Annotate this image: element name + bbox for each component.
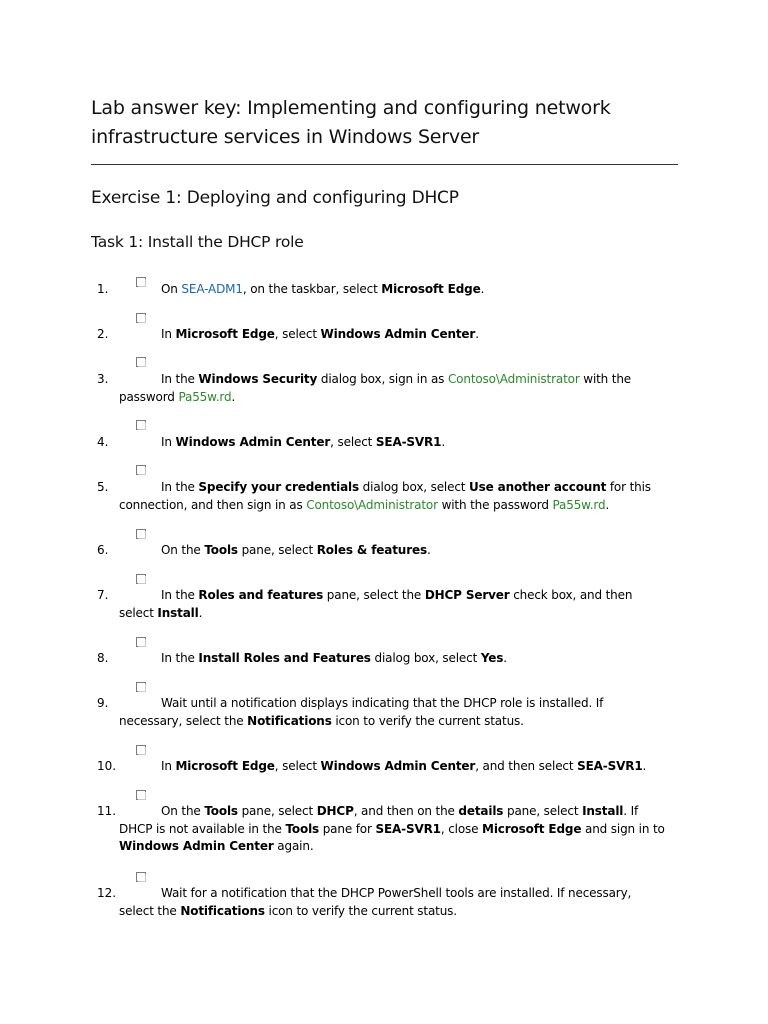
step-number: 3. — [97, 372, 109, 386]
step-text-segment: . — [605, 497, 610, 512]
step-number: 4. — [97, 435, 109, 449]
step-text-segment: , select — [330, 435, 376, 449]
step-text-segment: . — [480, 282, 485, 296]
step-number: 5. — [97, 480, 109, 494]
step-checkbox[interactable] — [136, 529, 146, 539]
ui-element-name: Install — [582, 804, 624, 818]
ui-element-name: SEA-SVR1 — [577, 759, 643, 773]
ui-element-name: Notifications — [180, 903, 265, 918]
step-text-segment: dialog box, select — [359, 480, 470, 494]
step-text — [119, 695, 667, 730]
step-text-segment: In — [161, 759, 176, 773]
step-text-segment: . — [198, 605, 203, 620]
ui-element-name: DHCP Server — [424, 588, 510, 602]
document-title: Lab answer key: Implementing and configuring network infrastructure services in Windows Server — [91, 97, 611, 148]
step-text — [119, 542, 667, 560]
step-checkbox[interactable] — [136, 420, 146, 430]
step-checkbox[interactable] — [136, 313, 146, 323]
ui-element-name: Tools — [204, 543, 238, 557]
step-text-segment: . — [426, 543, 431, 557]
step-text-segment: with the password — [437, 497, 553, 512]
ui-element-name: Microsoft Edge — [482, 821, 582, 836]
ui-element-name: Roles and features — [198, 588, 324, 602]
step-text — [119, 326, 667, 344]
step-text-segment: . — [475, 327, 479, 341]
step-checkbox[interactable] — [136, 872, 146, 882]
step-checkbox[interactable] — [136, 637, 146, 647]
step-text-segment: , select — [274, 327, 321, 341]
ui-element-name: Tools — [204, 804, 238, 818]
step-text-segment: pane for — [319, 821, 376, 836]
step-text-segment: dialog box, select — [370, 651, 481, 665]
step-text — [119, 885, 667, 920]
ui-element-name: Windows Admin Center — [320, 759, 476, 773]
ui-element-name: Microsoft Edge — [175, 327, 275, 341]
ui-element-name: Microsoft Edge — [175, 759, 275, 773]
step-text-segment: pane, select the — [323, 588, 425, 602]
step-text-segment: with the password — [119, 372, 632, 404]
step-text-segment: Wait for a notification that the DHCP PowerShell tools are installed. If necessary, select the — [119, 886, 632, 918]
step-text-segment: . If DHCP is not available in the — [119, 804, 639, 836]
step-text-segment: check box, and then select — [119, 588, 633, 620]
step-text-segment: In the — [161, 480, 199, 494]
step-text-segment: On — [161, 282, 182, 296]
step-text-segment: . — [441, 435, 446, 449]
step-text — [119, 434, 667, 452]
ui-element-name: Microsoft Edge — [381, 282, 481, 296]
step-text-segment: , on the taskbar, select — [242, 282, 382, 296]
step-number: 10. — [97, 759, 117, 773]
credential-text: Contoso\Administrator — [306, 497, 438, 512]
step-text-segment: Wait until a notification displays indicating that the DHCP role is installed. If necessary, select the — [119, 696, 604, 728]
step-text-segment: On the — [161, 804, 205, 818]
ui-element-name: Install — [157, 605, 199, 620]
step-text-segment: , and then on the — [353, 804, 459, 818]
credential-text: Pa55w.rd — [552, 497, 606, 512]
step-checkbox[interactable] — [136, 465, 146, 475]
step-number: 9. — [97, 696, 109, 710]
credential-text: Contoso\Administrator — [447, 372, 580, 386]
ui-element-name: Windows Admin Center — [320, 327, 476, 341]
step-number: 7. — [97, 588, 109, 602]
ui-element-name: Yes — [480, 651, 504, 665]
ui-element-name: DHCP — [316, 804, 354, 818]
step-number: 1. — [97, 282, 109, 296]
step-text-segment: , select — [274, 759, 321, 773]
step-text — [119, 587, 667, 622]
step-checkbox[interactable] — [136, 790, 146, 800]
step-text-segment: icon to verify the current status. — [331, 713, 524, 728]
ui-element-name: Roles & features — [316, 543, 427, 557]
step-checkbox[interactable] — [136, 357, 146, 367]
step-text-segment: In the — [161, 372, 199, 386]
step-checkbox[interactable] — [136, 745, 146, 755]
step-text-segment: . — [231, 389, 236, 404]
step-checkbox[interactable] — [136, 682, 146, 692]
step-text-segment: pane, select — [503, 804, 583, 818]
credential-text: Pa55w.rd — [178, 389, 232, 404]
step-text — [119, 371, 667, 406]
ui-element-name: details — [458, 804, 504, 818]
step-text — [119, 281, 667, 299]
step-text-segment: In — [161, 327, 176, 341]
machine-name-link: SEA-ADM1 — [181, 282, 243, 296]
step-text — [119, 758, 667, 776]
step-text-segment: again. — [273, 839, 314, 853]
step-text-segment: In the — [161, 651, 199, 665]
step-number: 12. — [97, 886, 117, 900]
step-text-segment: pane, select — [237, 543, 317, 557]
ui-element-name: SEA-SVR1 — [375, 821, 441, 836]
step-checkbox[interactable] — [136, 574, 146, 584]
ui-element-name: SEA-SVR1 — [375, 435, 442, 449]
step-number: 8. — [97, 651, 109, 665]
step-text — [119, 479, 667, 514]
step-text-segment: icon to verify the current status. — [264, 903, 457, 918]
ui-element-name: Use another account — [469, 480, 607, 494]
step-text-segment: On the — [161, 543, 205, 557]
ui-element-name: Windows Admin Center — [175, 435, 331, 449]
title-divider — [91, 164, 678, 165]
ui-element-name: Windows Admin Center — [119, 839, 274, 853]
step-text — [119, 650, 667, 668]
exercise-heading: Exercise 1: Deploying and configuring DHCP — [91, 188, 459, 208]
step-text-segment: dialog box, sign in as — [317, 372, 448, 386]
step-text-segment: for this connection, and then sign in as — [119, 480, 651, 512]
step-text-segment: . — [642, 759, 647, 773]
step-text-segment: , close — [440, 821, 483, 836]
ui-element-name: Specify your credentials — [198, 480, 359, 494]
ui-element-name: Tools — [285, 821, 320, 836]
step-text-segment: , and then select — [475, 759, 578, 773]
step-text-segment: In — [161, 435, 176, 449]
step-number: 11. — [97, 804, 117, 818]
step-text-segment: . — [503, 651, 507, 665]
step-number: 6. — [97, 543, 109, 557]
ui-element-name: Windows Security — [198, 372, 318, 386]
step-text — [119, 803, 667, 856]
step-number: 2. — [97, 327, 109, 341]
step-text-segment: pane, select — [237, 804, 317, 818]
step-text-segment: and sign in to — [581, 821, 665, 836]
ui-element-name: Install Roles and Features — [198, 651, 371, 665]
step-text-segment: In the — [161, 588, 199, 602]
task-heading: Task 1: Install the DHCP role — [91, 233, 304, 251]
ui-element-name: Notifications — [247, 713, 332, 728]
